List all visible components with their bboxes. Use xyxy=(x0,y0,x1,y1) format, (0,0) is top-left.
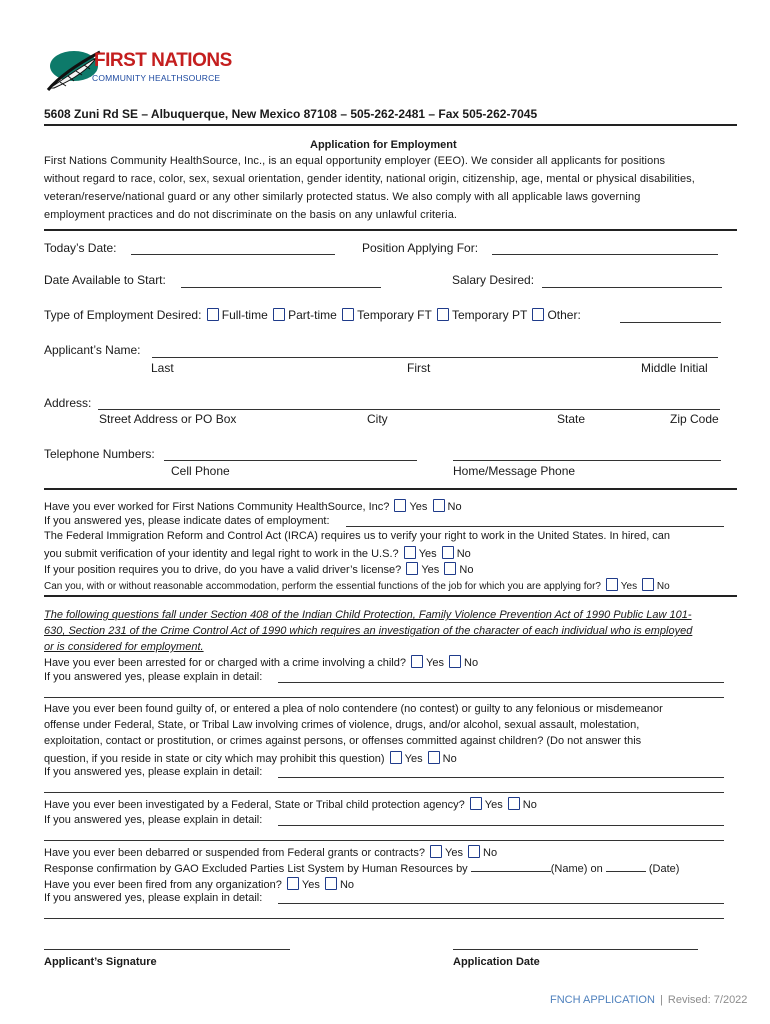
parttime-checkbox[interactable] xyxy=(273,308,285,321)
drive-no-checkbox[interactable] xyxy=(444,562,456,575)
fired-question xyxy=(44,877,354,891)
eeo-line-3: veteran/reserve/national guard or any other similarly protected status. We also comply with all applicable laws governing xyxy=(44,191,641,203)
gao-date-label: (Date) xyxy=(648,863,680,875)
date-available-label: Date Available to Start: xyxy=(44,273,166,287)
salary-label: Salary Desired: xyxy=(452,273,535,287)
investigated-question xyxy=(44,797,537,811)
guilty-line-3: exploitation, contact or prostitution, or crimes against persons, or offenses committed against children? (Do not answer this xyxy=(44,735,642,747)
essential-functions-question xyxy=(44,578,670,592)
other-checkbox[interactable] xyxy=(532,308,544,321)
arrested-no-label: No xyxy=(464,657,479,669)
cell-phone-input[interactable] xyxy=(164,460,417,461)
address-zip-caption: Zip Code xyxy=(670,412,719,426)
irca-yes-label: Yes xyxy=(418,548,437,560)
investigated-explain-input-1[interactable] xyxy=(278,825,724,826)
guilty-yes-checkbox[interactable] xyxy=(390,751,402,764)
arrested-no-checkbox[interactable] xyxy=(449,655,461,668)
temporary-pt-checkbox[interactable] xyxy=(437,308,449,321)
fulltime-label: Full-time xyxy=(221,308,268,322)
drive-no-label: No xyxy=(459,564,474,576)
org-address: 5608 Zuni Rd SE – Albuquerque, New Mexico 87108 – 505-262-2481 – Fax 505-262-7045 xyxy=(44,107,538,121)
fired-no-checkbox[interactable] xyxy=(325,877,337,890)
arrested-explain-input-1[interactable] xyxy=(278,682,724,683)
worked-no-label: No xyxy=(447,501,462,513)
investigated-explain-label: If you answered yes, please explain in detail: xyxy=(44,814,263,826)
fulltime-checkbox[interactable] xyxy=(207,308,219,321)
section-408-line-2: 630, Section 231 of the Crime Control Act of 1990 which requires an investigation of the character of each individual who is employed xyxy=(44,625,693,637)
gao-name-label: (Name) on xyxy=(550,863,603,875)
employment-type-label: Type of Employment Desired: xyxy=(44,308,202,322)
eeo-line-1: First Nations Community HealthSource, Inc., is an equal opportunity employer (EEO). We consider all applicants for positions xyxy=(44,155,666,167)
debarred-no-checkbox[interactable] xyxy=(468,845,480,858)
investigated-no-checkbox[interactable] xyxy=(508,797,520,810)
guilty-question xyxy=(44,751,457,765)
section-408-line-3: or is considered for employment. xyxy=(44,641,204,653)
essential-functions-text: Can you, with or without reasonable accommodation, perform the essential functions of the job for which you are applying for? xyxy=(44,581,601,592)
irca-no-label: No xyxy=(456,548,471,560)
arrested-explain-input-2[interactable] xyxy=(44,697,724,698)
logo xyxy=(44,44,232,92)
guilty-explain-input-2[interactable] xyxy=(44,792,724,793)
guilty-no-label: No xyxy=(442,753,457,765)
fired-yes-checkbox[interactable] xyxy=(287,877,299,890)
debarred-no-label: No xyxy=(483,847,498,859)
eeo-line-2: without regard to race, color, sex, sexual orientation, gender identity, national origin, citizenship, age, mental or physical disabilities, xyxy=(44,173,695,185)
fired-explain-label: If you answered yes, please explain in detail: xyxy=(44,892,263,904)
telephone-label: Telephone Numbers: xyxy=(44,447,155,461)
investigated-text: Have you ever been investigated by a Federal, State or Tribal child protection agency? xyxy=(44,799,465,811)
essential-no-checkbox[interactable] xyxy=(642,578,654,591)
irca-line-2: you submit verification of your identity and legal right to work in the U.S.? xyxy=(44,548,399,560)
irca-yes-checkbox[interactable] xyxy=(404,546,416,559)
guilty-yes-label: Yes xyxy=(404,753,423,765)
gao-date-input[interactable] xyxy=(606,861,646,872)
fired-text: Have you ever been fired from any organization? xyxy=(44,879,282,891)
temporary-ft-label: Temporary FT xyxy=(357,308,432,322)
essential-no-label: No xyxy=(656,581,670,592)
eeo-line-4: employment practices and do not discriminate on the basis on any unlawful criteria. xyxy=(44,209,458,221)
other-input[interactable] xyxy=(620,322,721,323)
address-state-caption: State xyxy=(557,412,586,426)
drive-text: If your position requires you to drive, do you have a valid driver’s license? xyxy=(44,564,402,576)
debarred-yes-checkbox[interactable] xyxy=(430,845,442,858)
guilty-no-checkbox[interactable] xyxy=(428,751,440,764)
position-label: Position Applying For: xyxy=(362,241,479,255)
application-date-input[interactable] xyxy=(453,949,698,950)
applicant-name-label: Applicant’s Name: xyxy=(44,343,141,357)
worked-no-checkbox[interactable] xyxy=(433,499,445,512)
applicant-signature-input[interactable] xyxy=(44,949,290,950)
investigated-explain-input-2[interactable] xyxy=(44,840,724,841)
parttime-label: Part-time xyxy=(288,308,337,322)
name-last-caption: Last xyxy=(151,361,174,375)
footer-revised: Revised: 7/2022 xyxy=(667,994,748,1006)
gao-line xyxy=(44,861,679,875)
cell-phone-caption: Cell Phone xyxy=(171,464,230,478)
drive-yes-checkbox[interactable] xyxy=(406,562,418,575)
guilty-explain-input-1[interactable] xyxy=(278,777,724,778)
employment-type-row xyxy=(44,308,581,322)
debarred-question xyxy=(44,845,497,859)
address-city-caption: City xyxy=(367,412,388,426)
debarred-yes-label: Yes xyxy=(445,847,463,859)
logo-title: FIRST NATIONS xyxy=(94,50,232,71)
contact-divider xyxy=(44,488,737,490)
date-available-input[interactable] xyxy=(181,287,381,288)
essential-yes-label: Yes xyxy=(620,581,638,592)
fired-yes-label: Yes xyxy=(301,879,320,891)
salary-input[interactable] xyxy=(542,287,722,288)
application-date-label: Application Date xyxy=(453,956,540,968)
gao-text: Response confirmation by GAO Excluded Parties List System by Human Resources by xyxy=(44,863,468,875)
worked-yes-checkbox[interactable] xyxy=(394,499,406,512)
form-title: Application for Employment xyxy=(310,139,457,151)
home-phone-input[interactable] xyxy=(453,460,721,461)
drive-question xyxy=(44,562,473,576)
applicant-signature-label: Applicant’s Signature xyxy=(44,956,157,968)
position-input[interactable] xyxy=(492,254,718,255)
guilty-explain-label: If you answered yes, please explain in detail: xyxy=(44,766,263,778)
arrested-question xyxy=(44,655,478,669)
todays-date-input[interactable] xyxy=(131,254,335,255)
address-input[interactable] xyxy=(98,409,720,410)
investigated-yes-label: Yes xyxy=(484,799,503,811)
home-phone-caption: Home/Message Phone xyxy=(453,464,576,478)
irca-line-1: The Federal Immigration Reform and Control Act (IRCA) requires us to verify your right to work in the United States. In hired, can xyxy=(44,530,671,542)
drive-yes-label: Yes xyxy=(421,564,440,576)
header-divider xyxy=(44,124,737,126)
footer-doc-name: FNCH APPLICATION xyxy=(550,994,655,1006)
footer xyxy=(550,994,747,1006)
employment-dates-input[interactable] xyxy=(346,526,724,527)
arrested-explain-label: If you answered yes, please explain in detail: xyxy=(44,671,263,683)
eeo-divider xyxy=(44,229,737,231)
fired-no-label: No xyxy=(339,879,354,891)
name-middle-caption: Middle Initial xyxy=(641,361,708,375)
fired-explain-input-2[interactable] xyxy=(44,918,724,919)
arrested-yes-checkbox[interactable] xyxy=(411,655,423,668)
section-408-line-1: The following questions fall under Section 408 of the Indian Child Protection, Family Violence Prevention Act of 1990 Public Law 101- xyxy=(44,609,692,621)
guilty-line-4: question, if you reside in state or city which may prohibit this question) xyxy=(44,753,385,765)
other-label: Other: xyxy=(547,308,581,322)
logo-subtitle: COMMUNITY HEALTHSOURCE xyxy=(92,73,221,83)
temporary-ft-checkbox[interactable] xyxy=(342,308,354,321)
essential-yes-checkbox[interactable] xyxy=(606,578,618,591)
employment-dates-label: If you answered yes, please indicate dates of employment: xyxy=(44,515,330,527)
guilty-line-1: Have you ever been found guilty of, or entered a plea of nolo contendere (no contest) or guilty to any felonious or misdemeanor xyxy=(44,703,663,715)
debarred-text: Have you ever been debarred or suspended from Federal grants or contracts? xyxy=(44,847,425,859)
applicant-name-input[interactable] xyxy=(152,357,718,358)
fired-explain-input-1[interactable] xyxy=(278,903,724,904)
investigated-yes-checkbox[interactable] xyxy=(470,797,482,810)
worked-before-question xyxy=(44,499,462,513)
irca-no-checkbox[interactable] xyxy=(442,546,454,559)
temporary-pt-label: Temporary PT xyxy=(451,308,528,322)
worked-yes-label: Yes xyxy=(409,501,428,513)
arrested-yes-label: Yes xyxy=(426,657,444,669)
address-label: Address: xyxy=(44,396,92,410)
guilty-line-2: offense under Federal, State, or Tribal Law involving crimes of violence, drugs, and/or alcohol, sexual assault, molestation, xyxy=(44,719,640,731)
irca-question xyxy=(44,546,471,560)
address-street-caption: Street Address or PO Box xyxy=(99,412,237,426)
footer-separator: | xyxy=(660,994,663,1006)
arrested-text: Have you ever been arrested for or charged with a crime involving a child? xyxy=(44,657,406,669)
name-first-caption: First xyxy=(407,361,431,375)
todays-date-label: Today’s Date: xyxy=(44,241,117,255)
investigated-no-label: No xyxy=(522,799,537,811)
questions-divider xyxy=(44,595,737,597)
worked-before-text: Have you ever worked for First Nations Community HealthSource, Inc? xyxy=(44,501,390,513)
gao-name-input[interactable] xyxy=(471,861,551,872)
